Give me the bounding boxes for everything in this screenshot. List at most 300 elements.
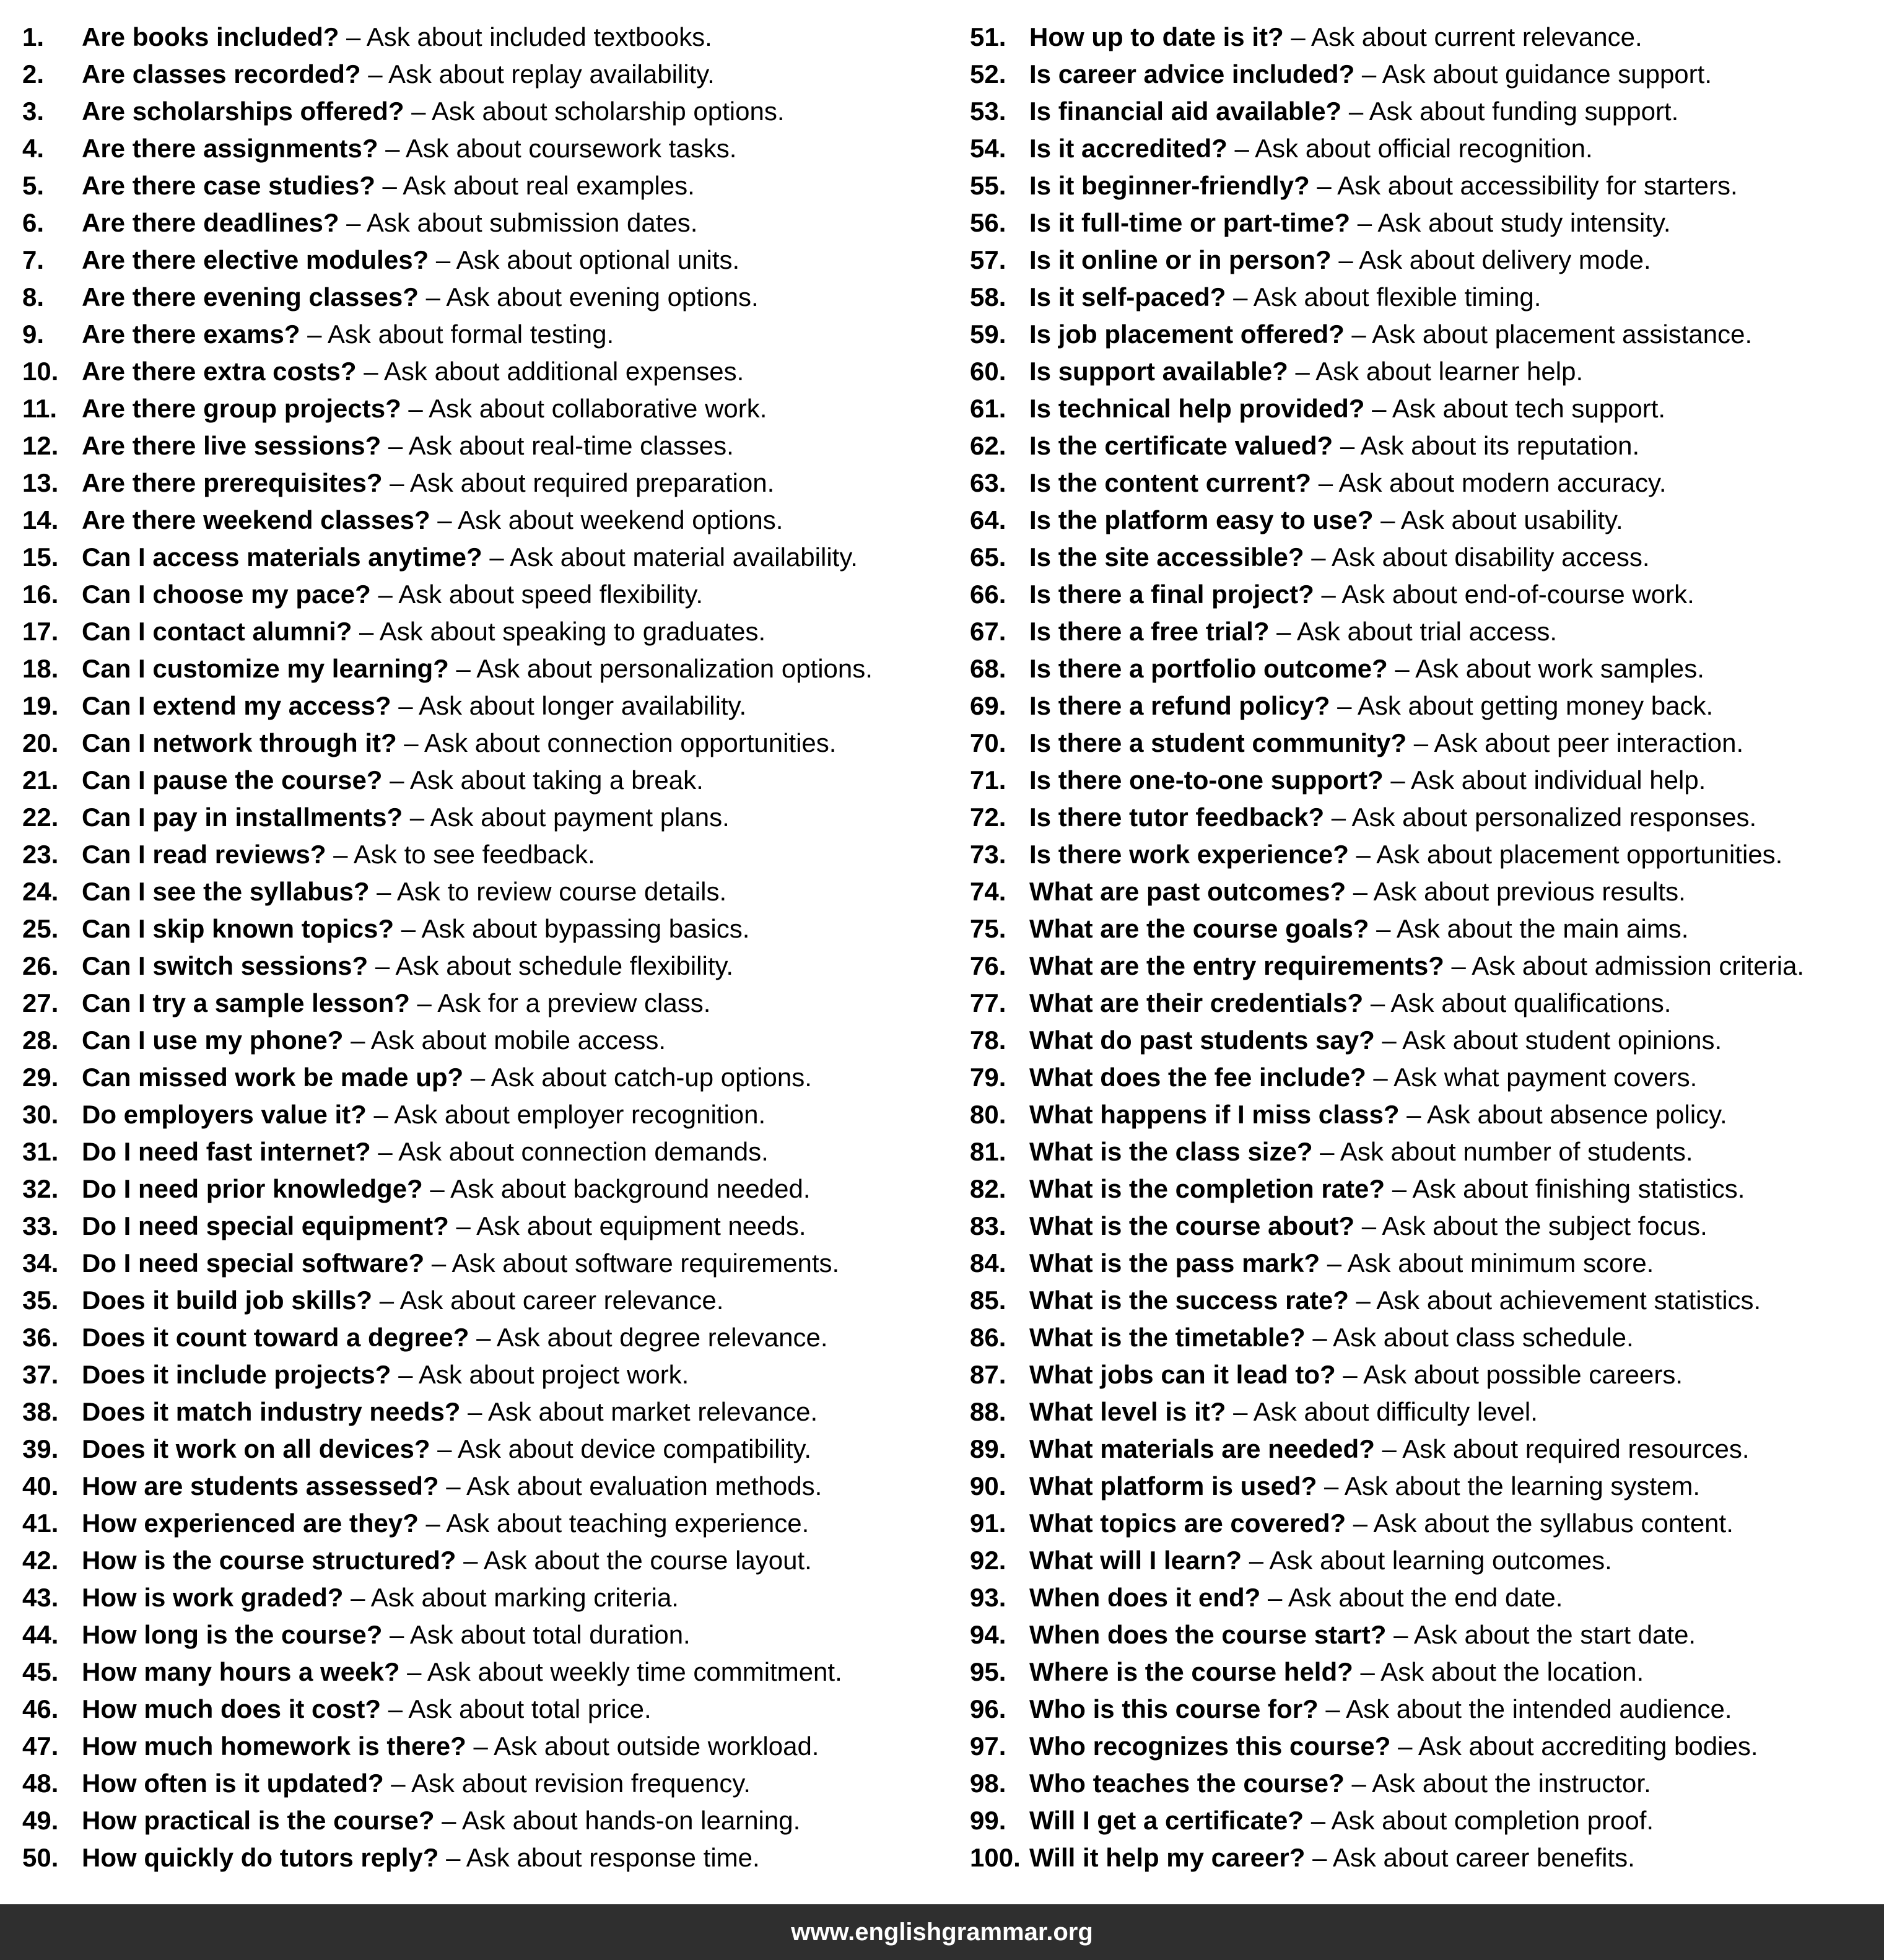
list-item [970,56,1874,93]
item-question: How quickly do tutors reply? [82,1843,439,1872]
item-number: 43. [22,1583,59,1612]
item-question: What jobs can it lead to? [1029,1360,1336,1389]
item-number: 12. [22,431,59,460]
item-number: 59. [970,320,1006,349]
item-question: Is there one-to-one support? [1029,765,1384,795]
item-number: 80. [970,1100,1006,1129]
item-number: 52. [970,59,1006,89]
item-detail: – Ask about personalized responses. [1324,803,1757,832]
list-item [22,1468,951,1505]
item-number: 26. [22,951,59,980]
item-question: Is the certificate valued? [1029,431,1333,460]
item-question: How many hours a week? [82,1657,400,1686]
list-item [22,576,951,613]
item-number: 50. [22,1843,59,1872]
item-number: 87. [970,1360,1006,1389]
item-number: 44. [22,1620,59,1649]
item-detail: – Ask about formal testing. [300,320,614,349]
item-number: 81. [970,1137,1006,1166]
item-question: What level is it? [1029,1397,1226,1426]
item-detail: – Ask about the location. [1353,1657,1644,1686]
item-detail: – Ask about the start date. [1386,1620,1696,1649]
item-question: How are students assessed? [82,1471,439,1500]
item-number: 60. [970,357,1006,386]
item-number: 57. [970,245,1006,274]
item-number: 25. [22,914,59,943]
item-detail: – Ask about connection opportunities. [396,728,837,757]
item-detail: – Ask about modern accuracy. [1311,468,1667,497]
item-detail: – Ask about class schedule. [1305,1323,1634,1352]
footer-url[interactable]: www.englishgrammar.org [791,1919,1093,1946]
item-question: Are there weekend classes? [82,505,430,534]
item-detail: – Ask about the subject focus. [1354,1211,1707,1240]
list-item [970,725,1874,762]
item-number: 15. [22,542,59,572]
item-detail: – Ask about career relevance. [372,1286,724,1315]
item-number: 73. [970,840,1006,869]
item-number: 16. [22,580,59,609]
item-number: 42. [22,1546,59,1575]
item-detail: – Ask about learner help. [1288,357,1584,386]
item-detail: – Ask about usability. [1373,505,1623,534]
list-item [22,836,951,873]
item-number: 4. [22,134,45,163]
item-question: Are there evening classes? [82,282,419,311]
item-number: 11. [22,394,58,423]
item-question: What materials are needed? [1029,1434,1375,1463]
item-number: 92. [970,1546,1006,1575]
item-question: What platform is used? [1029,1471,1317,1500]
item-number: 48. [22,1769,59,1798]
item-question: What are the entry requirements? [1029,951,1444,980]
item-number: 37. [22,1360,59,1389]
item-question: How experienced are they? [82,1509,419,1538]
item-number: 29. [22,1063,59,1092]
list-item [970,93,1874,130]
footer-bar [0,1904,1884,1960]
list-item [970,799,1874,836]
list-item [970,1208,1874,1245]
item-detail: – Ask about achievement statistics. [1348,1286,1761,1315]
item-number: 79. [970,1063,1006,1092]
item-detail: – Ask about learning outcomes. [1242,1546,1612,1575]
list-item [22,1542,951,1579]
item-detail: – Ask about qualifications. [1363,988,1672,1017]
item-number: 8. [22,282,45,311]
list-item [970,502,1874,539]
item-detail: – Ask about disability access. [1304,542,1650,572]
list-item [22,1505,951,1542]
item-number: 68. [970,654,1006,683]
list-item [22,687,951,725]
list-item [22,1096,951,1133]
list-item [22,1616,951,1653]
item-detail: – Ask about flexible timing. [1226,282,1542,311]
item-number: 95. [970,1657,1006,1686]
item-number: 21. [22,765,59,795]
item-number: 70. [970,728,1006,757]
list-item [970,1765,1874,1802]
item-number: 10. [22,357,59,386]
list-item [22,279,951,316]
item-question: Is there work experience? [1029,840,1349,869]
list-item [970,316,1874,353]
list-item [22,464,951,502]
item-question: What is the pass mark? [1029,1248,1320,1278]
list-item [970,762,1874,799]
item-number: 100. [970,1843,1021,1872]
item-question: Is there a refund policy? [1029,691,1330,720]
item-detail: – Ask about guidance support. [1354,59,1712,89]
item-question: Can I skip known topics? [82,914,395,943]
list-item [22,93,951,130]
list-item [22,1133,951,1170]
item-detail: – Ask to review course details. [369,877,727,906]
item-question: Does it work on all devices? [82,1434,430,1463]
item-detail: – Ask about teaching experience. [418,1509,809,1538]
item-number: 39. [22,1434,59,1463]
item-question: What does the fee include? [1029,1063,1366,1092]
list-item [22,762,951,799]
item-question: Are there elective modules? [82,245,429,274]
item-detail: – Ask about submission dates. [339,208,698,237]
item-number: 9. [22,320,45,349]
list-item [970,1096,1874,1133]
item-number: 27. [22,988,59,1017]
item-question: When does it end? [1029,1583,1261,1612]
list-item [22,650,951,687]
item-number: 71. [970,765,1006,795]
item-number: 28. [22,1026,59,1055]
item-detail: – Ask about previous results. [1346,877,1686,906]
item-detail: – Ask about difficulty level. [1226,1397,1538,1426]
item-detail: – Ask about evening options. [418,282,759,311]
item-question: Is it accredited? [1029,134,1228,163]
list-item [22,910,951,947]
item-detail: – Ask about speaking to graduates. [352,617,766,646]
list-item [970,1356,1874,1393]
item-detail: – Ask about work samples. [1387,654,1704,683]
item-detail: – Ask about scholarship options. [404,97,785,126]
item-question: Does it build job skills? [82,1286,373,1315]
item-detail: – Ask about payment plans. [403,803,730,832]
item-detail: – Ask about response time. [438,1843,760,1872]
list-item [22,1282,951,1319]
item-number: 75. [970,914,1006,943]
item-question: Is there a portfolio outcome? [1029,654,1388,683]
item-detail: – Ask about equipment needs. [448,1211,806,1240]
list-item [22,799,951,836]
list-item [970,167,1874,204]
item-question: Is it online or in person? [1029,245,1332,274]
item-detail: – Ask about required preparation. [382,468,775,497]
list-item [970,687,1874,725]
list-item [970,130,1874,167]
item-number: 63. [970,468,1006,497]
item-question: Can I pay in installments? [82,803,403,832]
item-detail: – Ask what payment covers. [1366,1063,1698,1092]
item-detail: – Ask about completion proof. [1304,1806,1654,1835]
list-item [22,427,951,464]
item-number: 78. [970,1026,1006,1055]
item-question: Does it match industry needs? [82,1397,461,1426]
list-item [970,279,1874,316]
list-item [970,1022,1874,1059]
item-question: What is the class size? [1029,1137,1313,1166]
list-item [970,613,1874,650]
item-number: 91. [970,1509,1006,1538]
item-question: Is technical help provided? [1029,394,1365,423]
item-question: Who is this course for? [1029,1694,1319,1723]
item-question: Does it include projects? [82,1360,391,1389]
item-detail: – Ask about connection demands. [370,1137,769,1166]
item-question: Can I read reviews? [82,840,326,869]
item-question: Is the content current? [1029,468,1312,497]
item-number: 13. [22,468,59,497]
list-item [970,353,1874,390]
item-question: How practical is the course? [82,1806,435,1835]
item-number: 24. [22,877,59,906]
item-number: 94. [970,1620,1006,1649]
list-item [22,1059,951,1096]
item-number: 53. [970,97,1006,126]
item-detail: – Ask about trial access. [1269,617,1558,646]
item-detail: – Ask about revision frequency. [383,1769,751,1798]
item-question: Will I get a certificate? [1029,1806,1304,1835]
item-number: 40. [22,1471,59,1500]
item-question: How much homework is there? [82,1731,466,1761]
item-question: Is it beginner-friendly? [1029,171,1310,200]
item-question: Can I switch sessions? [82,951,369,980]
item-question: What will I learn? [1029,1546,1242,1575]
item-question: Can I try a sample lesson? [82,988,410,1017]
item-question: What are the course goals? [1029,914,1369,943]
item-question: What topics are covered? [1029,1509,1346,1538]
item-question: Can I use my phone? [82,1026,344,1055]
item-number: 23. [22,840,59,869]
item-question: What is the course about? [1029,1211,1355,1240]
item-question: Can I see the syllabus? [82,877,370,906]
item-detail: – Ask about tech support. [1364,394,1666,423]
item-detail: – Ask about end-of-course work. [1314,580,1694,609]
item-detail: – Ask about funding support. [1341,97,1679,126]
list-item [22,502,951,539]
item-question: Does it count toward a degree? [82,1323,469,1352]
item-question: Who teaches the course? [1029,1769,1345,1798]
item-number: 88. [970,1397,1006,1426]
item-question: What is the completion rate? [1029,1174,1385,1203]
item-number: 66. [970,580,1006,609]
item-detail: – Ask about absence policy. [1399,1100,1727,1129]
item-number: 96. [970,1694,1006,1723]
item-detail: – Ask about background needed. [422,1174,811,1203]
item-question: Is career advice included? [1029,59,1355,89]
list-item [970,1393,1874,1431]
item-question: Are scholarships offered? [82,97,404,126]
item-number: 51. [970,22,1006,51]
list-item [22,390,951,427]
list-item [970,1505,1874,1542]
item-number: 14. [22,505,59,534]
item-question: Are there exams? [82,320,300,349]
item-number: 74. [970,877,1006,906]
item-number: 83. [970,1211,1006,1240]
item-detail: – Ask about the syllabus content. [1346,1509,1734,1538]
item-detail: – Ask about hands-on learning. [434,1806,801,1835]
list-item [970,1542,1874,1579]
item-detail: – Ask about included textbooks. [339,22,712,51]
item-detail: – Ask about real examples. [375,171,695,200]
item-question: Is support available? [1029,357,1288,386]
item-detail: – Ask about delivery mode. [1331,245,1651,274]
list-item [970,1579,1874,1616]
item-number: 90. [970,1471,1006,1500]
item-detail: – Ask about official recognition. [1227,134,1593,163]
item-question: Can missed work be made up? [82,1063,464,1092]
item-detail: – Ask about taking a break. [382,765,704,795]
item-question: Who recognizes this course? [1029,1731,1391,1761]
item-detail: – Ask about schedule flexibility. [368,951,734,980]
item-number: 54. [970,134,1006,163]
list-item [22,1393,951,1431]
item-number: 61. [970,394,1006,423]
list-item [22,204,951,242]
left-column [22,19,951,1876]
list-item [22,985,951,1022]
item-question: Do I need fast internet? [82,1137,371,1166]
list-item [970,427,1874,464]
item-detail: – Ask about personalization options. [448,654,873,683]
item-number: 46. [22,1694,59,1723]
list-item [22,130,951,167]
list-item [970,910,1874,947]
list-item [22,873,951,910]
item-question: Do I need prior knowledge? [82,1174,423,1203]
list-item [22,1839,951,1876]
item-detail: – Ask about accrediting bodies. [1390,1731,1758,1761]
item-detail: – Ask about admission criteria. [1444,951,1805,980]
list-item [970,464,1874,502]
item-number: 93. [970,1583,1006,1612]
list-item [970,1133,1874,1170]
item-question: Are there deadlines? [82,208,339,237]
item-number: 5. [22,171,45,200]
item-number: 85. [970,1286,1006,1315]
item-question: What do past students say? [1029,1026,1375,1055]
item-question: Are classes recorded? [82,59,361,89]
item-detail: – Ask about market relevance. [460,1397,818,1426]
item-question: Is financial aid available? [1029,97,1342,126]
list-item [22,1728,951,1765]
item-detail: – Ask about total price. [381,1694,652,1723]
item-number: 72. [970,803,1006,832]
item-question: Can I contact alumni? [82,617,352,646]
list-item [22,1653,951,1691]
item-number: 89. [970,1434,1006,1463]
item-question: Can I extend my access? [82,691,391,720]
item-number: 65. [970,542,1006,572]
item-number: 62. [970,431,1006,460]
list-item [22,167,951,204]
item-question: Can I customize my learning? [82,654,449,683]
item-detail: – Ask about individual help. [1383,765,1706,795]
item-detail: – Ask about placement assistance. [1344,320,1753,349]
item-question: Are there live sessions? [82,431,382,460]
item-detail: – Ask about software requirements. [424,1248,840,1278]
item-number: 99. [970,1806,1006,1835]
list-item [22,316,951,353]
item-detail: – Ask about finishing statistics. [1385,1174,1745,1203]
right-column [970,19,1874,1876]
item-question: Are there extra costs? [82,357,357,386]
item-detail: – Ask about project work. [391,1360,689,1389]
list-item [22,1431,951,1468]
list-item [970,1691,1874,1728]
item-question: Can I access materials anytime? [82,542,482,572]
item-detail: – Ask about current relevance. [1283,22,1642,51]
item-detail: – Ask about the main aims. [1369,914,1689,943]
list-item [970,873,1874,910]
item-detail: – Ask about total duration. [382,1620,691,1649]
item-detail: – Ask about weekend options. [430,505,783,534]
item-detail: – Ask about the instructor. [1344,1769,1651,1798]
item-question: How long is the course? [82,1620,383,1649]
question-list [0,19,1884,1883]
item-question: Are there prerequisites? [82,468,383,497]
item-number: 32. [22,1174,59,1203]
list-item [22,1022,951,1059]
item-detail: – Ask about its reputation. [1333,431,1640,460]
item-detail: – Ask about the intended audience. [1318,1694,1732,1723]
item-number: 98. [970,1769,1006,1798]
item-number: 1. [22,22,45,51]
item-question: Can I network through it? [82,728,397,757]
item-number: 45. [22,1657,59,1686]
list-item [970,1059,1874,1096]
list-item [22,1170,951,1208]
item-question: How is work graded? [82,1583,344,1612]
item-number: 49. [22,1806,59,1835]
item-question: Is there a free trial? [1029,617,1270,646]
item-question: Is there tutor feedback? [1029,803,1325,832]
list-item [22,56,951,93]
item-number: 56. [970,208,1006,237]
item-detail: – Ask for a preview class. [409,988,711,1017]
list-item [970,1282,1874,1319]
list-item [970,576,1874,613]
item-detail: – Ask about longer availability. [391,691,747,720]
item-detail: – Ask about peer interaction. [1406,728,1744,757]
item-question: Are there group projects? [82,394,401,423]
item-detail: – Ask about speed flexibility. [370,580,704,609]
item-question: How often is it updated? [82,1769,384,1798]
list-item [22,1356,951,1393]
list-item [970,1616,1874,1653]
list-item [970,204,1874,242]
item-number: 34. [22,1248,59,1278]
list-item [970,650,1874,687]
item-detail: – Ask about coursework tasks. [378,134,737,163]
list-item [970,1319,1874,1356]
item-number: 67. [970,617,1006,646]
item-question: Will it help my career? [1029,1843,1306,1872]
item-detail: – Ask about device compatibility. [430,1434,812,1463]
item-number: 30. [22,1100,59,1129]
item-detail: – Ask about evaluation methods. [438,1471,822,1500]
list-item [970,947,1874,985]
item-detail: – Ask about additional expenses. [356,357,744,386]
item-question: What happens if I miss class? [1029,1100,1400,1129]
